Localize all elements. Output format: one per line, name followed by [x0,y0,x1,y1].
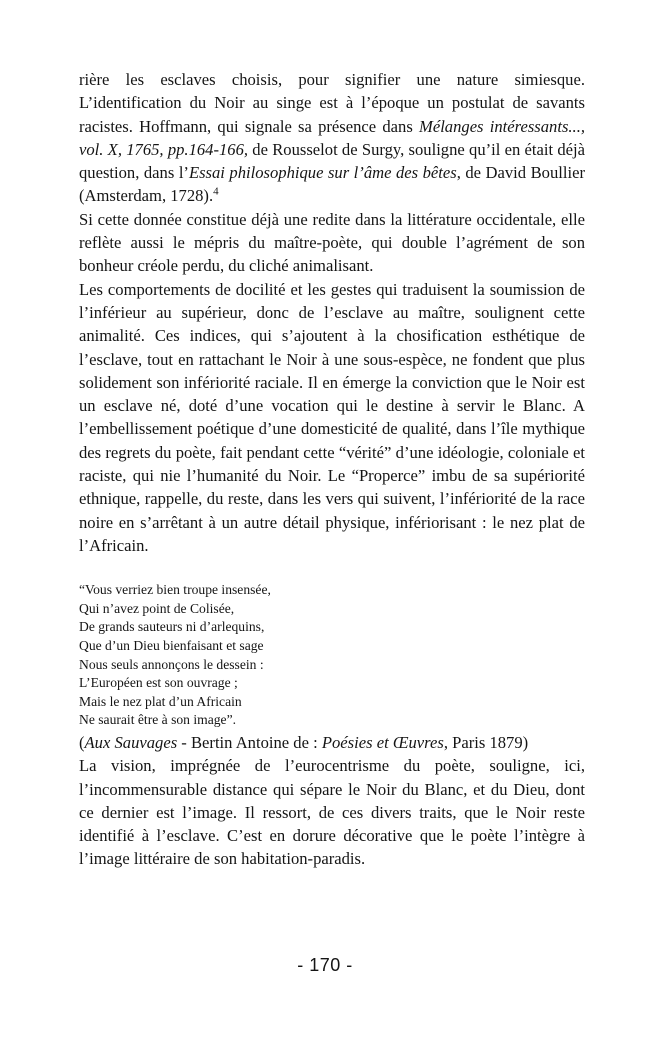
verse-line: De grands sauteurs ni d’arlequins, [79,619,265,635]
paragraph-1-title-essai: Essai philosophique sur l’âme des bêtes [188,163,457,183]
citation-title-aux-sauvages: Aux Sauvages [84,732,178,752]
citation-open: ( [79,732,85,752]
page-body [79,68,585,871]
paragraph-1-text-a: rière les esclaves choisis, pour signifier une nature simiesque. L’identification du Noir au singe est à l’époque un postulat de savants racistes. Hoffmann, qui signale sa présence dans [79,70,585,136]
verse-line: Qui n’avez point de Colisée, [79,600,235,616]
paragraph-1-title-melanges: Mélanges intéressants..., vol. X, 1765, pp.164-166, [79,116,585,159]
verse-citation [79,731,585,754]
paragraph-3: Les comportements de docilité et les gestes qui traduisent la soumission de l’inférieur au supérieur, donc de l’esclave au maître, soulignent cette animalité. Ces indices, qui s’ajoutent à la chosification esthétique de l’esclave, tout en rattachant le Noir à une sous-espèce, ne fondent que plus solidement son infériorité raciale. Il en émerge la conviction que le Noir est un esclave né, doté d’une vocation qui le destine à servir le Blanc. A l’embellissement poétique d’une domesticité de qualité, dans l’île mythique des regrets du poète, fait pendant cette “vérité” d’une idéologie, coloniale et raciste, qui nie l’humanité du Noir. Le “Properce” imbu de sa supériorité ethnique, rappelle, du reste, dans les vers qui suivent, l’infériorité de la race noire en s’arrêtant à un autre détail physique, infériorisant : le nez plat de l’Africain. [79,279,585,555]
paragraph-2: Si cette donnée constitue déjà une redite dans la littérature occidentale, elle reflète aussi le mépris du maître-poète, qui double l’agrément de son bonheur créole perdu, du cliché animalisant. [79,209,585,276]
verse-line: L’Européen est son ouvrage ; [79,675,238,691]
verse-quote [79,581,585,730]
page-number: - 170 - [297,955,353,975]
verse-line: Nous seuls annonçons le dessein : [79,656,264,672]
citation-author: - Bertin Antoine de : [177,732,322,752]
verse-line: Mais le nez plat d’un Africain [79,693,242,709]
footnote-marker: 4 [213,185,219,198]
verse-line: Ne saurait être à son image”. [79,712,237,728]
paragraph-1-text-c: , de David Boullier (Amsterdam, 1728). [79,163,585,206]
citation-title-poesies: Poésies et Œuvres [321,732,444,752]
verse-line: Que d’un Dieu bienfaisant et sage [79,638,264,654]
paragraph-1-text-b: de Rousselot de Surgy, souligne qu’il en était déjà question, dans l’ [79,139,586,183]
paragraph-1 [79,68,585,208]
verse-line: “Vous verriez bien troupe insensée, [79,582,271,598]
citation-place-date: , Paris 1879) [443,732,529,752]
paragraph-4: La vision, imprégnée de l’eurocentrisme du poète, souligne, ici, l’incommensurable distance qui sépare le Noir du Blanc, et du Dieu, dont ce dernier est l’image. Il ressort, de ces divers traits, que le Noir reste identifié à l’esclave. C’est en dorure décorative que le poète l’intègre à l’image littéraire de son habitation-paradis. [79,756,585,869]
